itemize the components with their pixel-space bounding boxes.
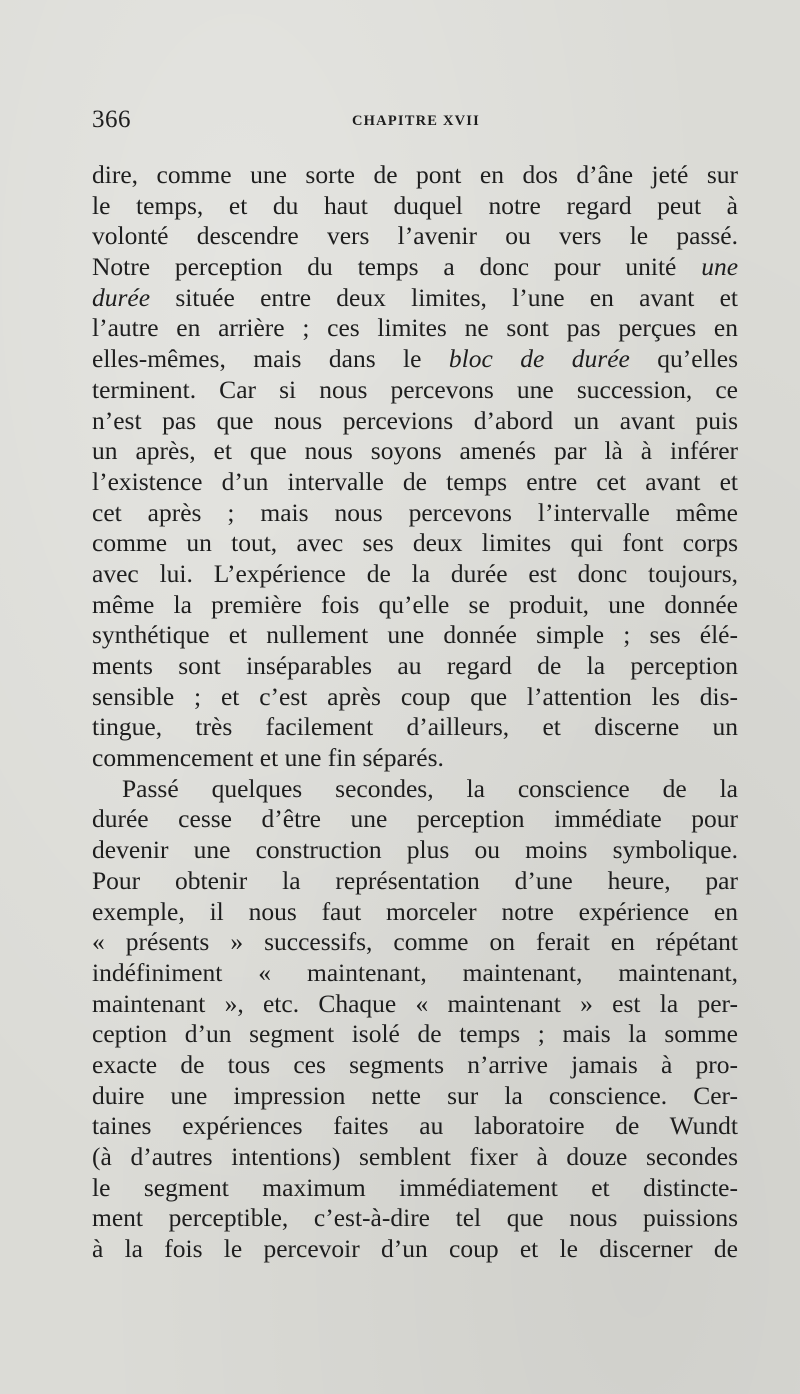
page-number: 366 [92,106,131,133]
italic-text: une [701,252,739,282]
running-head: CHAPITRE XVII [352,113,480,129]
text-line: dire, comme une sorte de pont en dos d’âne jeté sur [92,160,738,189]
text-line: l’existence d’un intervalle de temps entre cet avant et [92,466,738,496]
text-line: même la première fois qu’elle se produit, une donnée [92,589,738,619]
text-line: ment perceptible, c’est-à-dire tel que nous puissions [92,1203,738,1233]
text-line: sensible ; et c’est après coup que l’attention les dis- [92,681,738,711]
text-line: terminent. Car si nous percevons une succession, ce [92,374,738,404]
text-line: exemple, il nous faut morceler notre expérience en [92,896,738,926]
text-line: ments sont inséparables au regard de la perception [92,651,738,680]
text-line [92,252,738,283]
text-line: un après, et que nous soyons amenés par là à inférer [92,436,738,466]
text-line: indéfiniment « maintenant, maintenant, maintenant, [92,957,738,987]
text-line: tingue, très facilement d’ailleurs, et discerne un [92,712,738,742]
text-line: n’est pas que nous percevions d’abord un avant puis [92,405,738,435]
text-line: exacte de tous ces segments n’arrive jamais à pro- [92,1049,738,1079]
italic-text: durée [92,282,151,312]
text-line: l’autre en arrière ; ces limites ne sont pas perçues en [92,313,738,343]
italic-text: bloc de durée [448,344,630,374]
text-line: synthétique et nullement une donnée simple ; ses élé- [92,620,738,650]
text-line: Passé quelques secondes, la conscience de la [122,773,738,803]
text-line: ception d’un segment isolé de temps ; mais la somme [92,1019,738,1049]
text-line: comme un tout, avec ses deux limites qui font corps [92,528,738,558]
body-text [92,160,738,1265]
text-run: située entre deux limites, l’une en avant et [175,282,739,312]
text-line: « présents » successifs, comme on ferait en répétant [92,927,738,957]
text-line: taines expériences faites au laboratoire de Wundt [92,1111,738,1141]
text-line [92,344,738,375]
text-line: le temps, et du haut duquel notre regard peut à [92,190,738,220]
page-header [92,106,740,136]
text-run: Notre perception du temps a donc pour unité [92,252,677,282]
text-line: à la fois le percevoir d’un coup et le discerner de [92,1234,738,1264]
text-line: volonté descendre vers l’avenir ou vers le passé. [92,221,738,251]
text-line: Pour obtenir la représentation d’une heure, par [92,865,738,895]
text-line: le segment maximum immédiatement et distincte- [92,1172,738,1202]
text-line: cet après ; mais nous percevons l’intervalle même [92,497,738,527]
text-line: maintenant », etc. Chaque « maintenant » est la per- [92,988,738,1018]
text-line: duire une impression nette sur la conscience. Cer- [92,1080,738,1110]
text-run: qu’elles [657,344,739,374]
text-line: durée cesse d’être une perception immédiate pour [92,804,738,834]
text-run: elles-mêmes, mais dans le [92,344,422,374]
text-line: avec lui. L’expérience de la durée est donc toujours, [92,558,738,588]
text-line: commencement et une fin séparés. [92,743,444,773]
text-line: (à d’autres intentions) semblent fixer à douze secondes [92,1142,738,1171]
text-line: devenir une construction plus ou moins symbolique. [92,835,738,865]
text-line [92,283,738,314]
